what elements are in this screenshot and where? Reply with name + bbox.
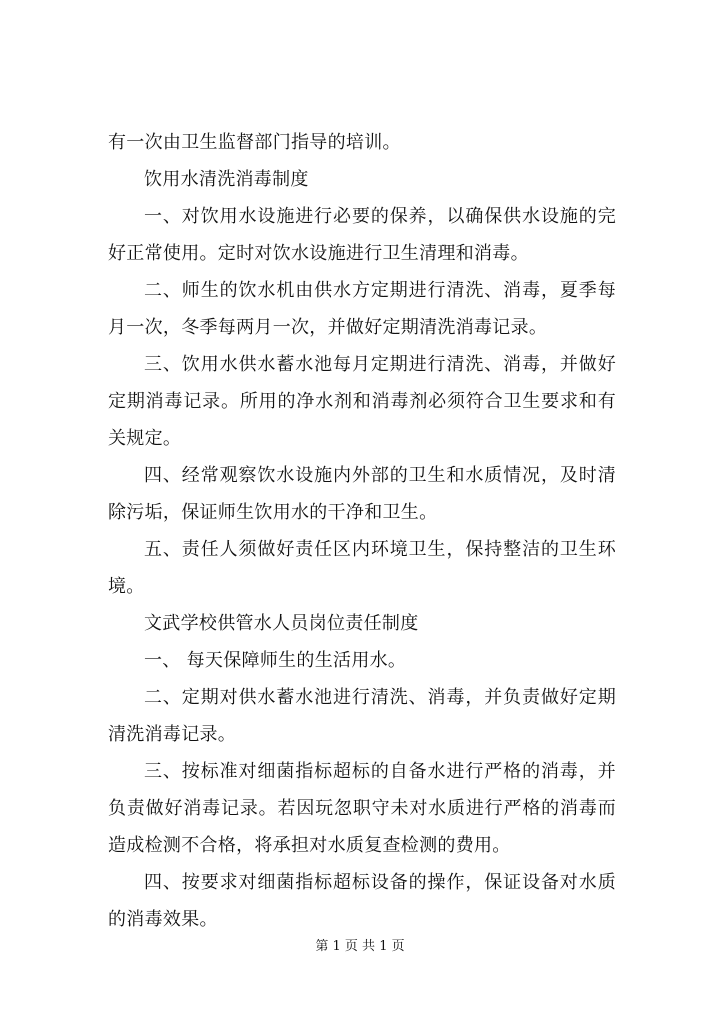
paragraph: 二、师生的饮水机由供水方定期进行清洗、消毒，夏季每月一次，冬季每两月一次，并做好定期清洗消毒记录。	[108, 280, 616, 338]
page-number-footer: 第 1 页 共 1 页	[315, 939, 405, 954]
paragraph: 四、经常观察饮水设施内外部的卫生和水质情况，及时清除污垢，保证师生饮用水的干净和卫生。	[108, 465, 616, 523]
paragraph: 五、责任人须做好责任区内环境卫生，保持整洁的卫生环境。	[108, 539, 616, 597]
paragraph: 二、定期对供水蓄水池进行清洗、消毒，并负责做好定期清洗消毒记录。	[108, 687, 616, 745]
paragraph: 一、 每天保障师生的生活用水。	[144, 650, 407, 671]
paragraph: 三、按标准对细菌指标超标的自备水进行严格的消毒，并负责做好消毒记录。若因玩忽职守未对水质进行严格的消毒而造成检测不合格，将承担对水质复查检测的费用。	[108, 761, 616, 856]
paragraph: 三、饮用水供水蓄水池每月定期进行清洗、消毒，并做好定期消毒记录。所用的净水剂和消毒剂必须符合卫生要求和有关规定。	[108, 354, 616, 449]
paragraph-continuation: 有一次由卫生监督部门指导的培训。	[108, 132, 401, 153]
section-heading-water-disinfection: 饮用水清洗消毒制度	[144, 169, 309, 190]
paragraph: 一、对饮用水设施进行必要的保养，以确保供水设施的完好正常使用。定时对饮水设施进行卫生清理和消毒。	[108, 206, 616, 264]
document-body	[108, 124, 616, 938]
section-heading-staff-duties: 文武学校供管水人员岗位责任制度	[144, 613, 419, 634]
paragraph: 四、按要求对细菌指标超标设备的操作，保证设备对水质的消毒效果。	[108, 872, 616, 930]
